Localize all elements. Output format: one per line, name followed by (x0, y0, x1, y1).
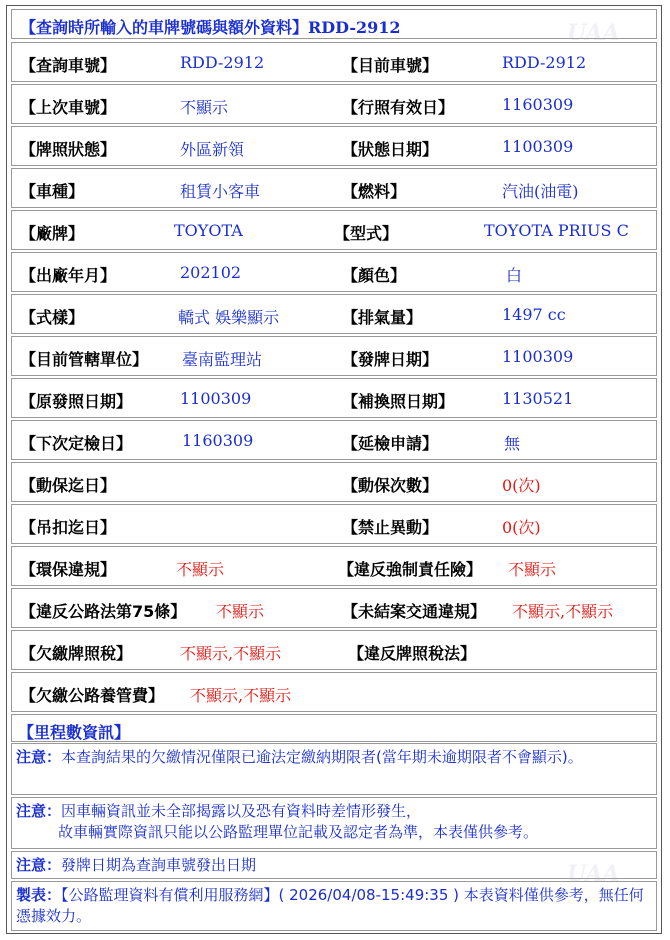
note-prefix: 注意： (16, 856, 62, 874)
note-prefix: 注意： (16, 748, 62, 766)
value: 不顯示,不顯示 (512, 602, 614, 621)
label: 【補換照日期】 (342, 392, 455, 411)
value: TOYOTA PRIUS C (484, 221, 629, 240)
value: 無 (504, 434, 521, 453)
label: 【下次定檢日】 (20, 434, 133, 453)
value: 租賃小客車 (180, 182, 261, 201)
value: 不顯示 (216, 602, 265, 621)
label: 【吊扣迄日】 (20, 518, 117, 537)
mileage-title: 【里程數資訊】 (18, 723, 131, 742)
label: 【原發照日期】 (20, 392, 133, 411)
row-manufacture-date (11, 252, 657, 292)
value: 202102 (180, 263, 242, 282)
row-style (11, 294, 657, 334)
note-arrears (11, 743, 657, 795)
label: 【燃料】 (342, 182, 407, 201)
value: TOYOTA (174, 221, 243, 240)
label: 【狀態日期】 (342, 140, 439, 159)
report-container (6, 5, 662, 934)
row-road-fee (11, 672, 657, 712)
label: 【出廠年月】 (20, 266, 117, 285)
note-text: 本查詢結果的欠繳情況僅限已逾法定繳納期限者(當年期未逾期限者不會顯示)。 (61, 748, 583, 766)
label: 【發牌日期】 (342, 350, 439, 369)
note-text-continued: 故車輛實際資訊只能以公路監理單位記載及認定者為準，本表僅供參考。 (58, 823, 539, 841)
footer (11, 881, 657, 931)
note-prefix: 注意： (16, 802, 62, 820)
value: 白 (506, 266, 523, 285)
value: 1160309 (182, 431, 254, 450)
row-plate-status (11, 126, 657, 166)
label: 【欠繳牌照稅】 (20, 644, 133, 663)
row-brand (11, 210, 657, 250)
note-disclaimer (11, 797, 657, 849)
row-chattel-mortgage (11, 462, 657, 502)
value: 汽油(油電) (502, 182, 579, 201)
value: 轎式 娛樂顯示 (178, 308, 280, 327)
label: 【查詢車號】 (20, 56, 117, 75)
row-highway-act (11, 588, 657, 628)
value: 不顯示,不顯示 (180, 644, 282, 663)
row-query-plate (11, 42, 657, 82)
label: 【廠牌】 (20, 224, 85, 243)
label: 【動保迄日】 (20, 476, 117, 495)
row-original-issue (11, 378, 657, 418)
value: 1100309 (502, 347, 574, 366)
label: 【牌照狀態】 (20, 140, 117, 159)
mileage-section (11, 714, 657, 742)
row-environmental (11, 546, 657, 586)
label: 【欠繳公路養管費】 (20, 686, 165, 705)
watermark-logo: UAA (567, 20, 620, 46)
label: 【目前車號】 (342, 56, 439, 75)
value: 不顯示 (180, 98, 229, 117)
label: 【式樣】 (20, 308, 85, 327)
query-header (11, 9, 657, 39)
value: 1100309 (502, 137, 574, 156)
row-next-inspection (11, 420, 657, 460)
value: RDD-2912 (180, 53, 265, 72)
value: 不顯示 (508, 560, 557, 579)
label: 【車種】 (20, 182, 85, 201)
footer-text: 【公路監理資料有償利用服務網】( 2026/04/08-15:49:35 ) 本表資料僅供參考，無任何憑據效力。 (16, 886, 644, 925)
value: 1497 cc (502, 305, 566, 324)
label: 【延檢申請】 (342, 434, 439, 453)
value: 1160309 (502, 95, 574, 114)
value: 1130521 (502, 389, 574, 408)
label: 【環保違規】 (20, 560, 117, 579)
row-previous-plate (11, 84, 657, 124)
value: 臺南監理站 (182, 350, 263, 369)
value: 不顯示 (176, 560, 225, 579)
note-text: 發牌日期為查詢車號發出日期 (61, 856, 257, 874)
footer-prefix: 製表： (16, 886, 62, 904)
label: 【違反牌照稅法】 (348, 644, 477, 663)
value: 0(次) (502, 476, 541, 495)
watermark-logo: UAA (567, 861, 620, 887)
query-title: 【查詢時所輸入的車牌號碼與額外資料】RDD-2912 (20, 18, 401, 37)
label: 【行照有效日】 (342, 98, 455, 117)
label: 【未結案交通違規】 (342, 602, 487, 621)
value: 外區新領 (180, 140, 245, 159)
value: RDD-2912 (502, 53, 587, 72)
label: 【禁止異動】 (342, 518, 439, 537)
row-suspension (11, 504, 657, 544)
note-issue-date (11, 851, 657, 879)
label: 【違反強制責任險】 (338, 560, 483, 579)
label: 【動保次數】 (342, 476, 439, 495)
label: 【違反公路法第75條】 (20, 602, 187, 621)
label: 【上次車號】 (20, 98, 117, 117)
row-license-tax (11, 630, 657, 670)
label: 【顏色】 (342, 266, 407, 285)
label: 【型式】 (334, 224, 399, 243)
row-vehicle-type (11, 168, 657, 208)
value: 不顯示,不顯示 (190, 686, 292, 705)
row-jurisdiction (11, 336, 657, 376)
label: 【排氣量】 (342, 308, 423, 327)
label: 【目前管轄單位】 (20, 350, 149, 369)
value: 0(次) (502, 518, 541, 537)
note-text: 因車輛資訊並未全部揭露以及恐有資料時差情形發生， (61, 802, 422, 820)
value: 1100309 (180, 389, 252, 408)
